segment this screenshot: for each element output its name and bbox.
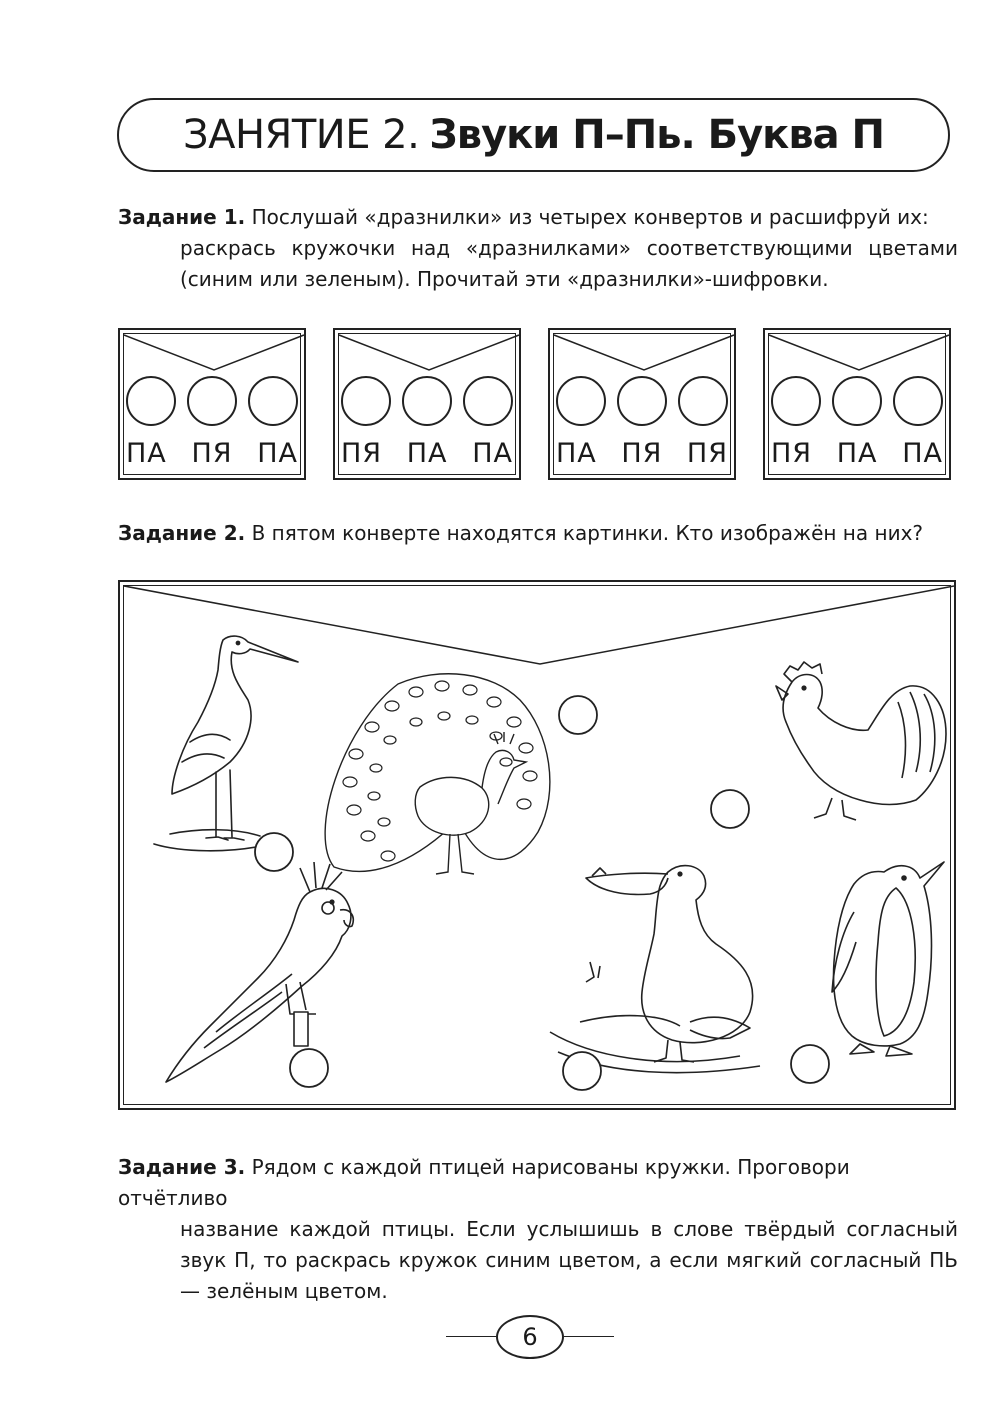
envelope-1 xyxy=(118,328,306,480)
task-2 xyxy=(118,518,958,549)
syllable: ПА xyxy=(472,438,513,469)
syllable: ПА xyxy=(406,438,448,469)
heron-circle xyxy=(255,833,293,871)
penguin-icon xyxy=(832,862,944,1056)
envelope-flap-icon xyxy=(335,330,523,378)
task-2-label: Задание 2. xyxy=(118,521,246,545)
syllable: ПА xyxy=(257,438,298,469)
syllable: ПА xyxy=(902,438,943,469)
syllable: ПА xyxy=(836,438,878,469)
syllable: ПЯ xyxy=(621,438,663,469)
color-circle[interactable] xyxy=(556,376,606,426)
task-1-label: Задание 1. xyxy=(118,205,246,229)
envelope-flap-icon xyxy=(765,330,953,378)
peacock-icon xyxy=(325,674,550,874)
syllable: ПЯ xyxy=(191,438,233,469)
envelope-flap-icon xyxy=(124,586,954,664)
page-number: 6 xyxy=(496,1315,564,1359)
color-circle[interactable] xyxy=(678,376,728,426)
task-3-label: Задание 3. xyxy=(118,1155,246,1179)
envelope-3 xyxy=(548,328,736,480)
syllable: ПЯ xyxy=(686,438,728,469)
syllable: ПЯ xyxy=(771,438,813,469)
heron-icon xyxy=(154,636,298,851)
task-1 xyxy=(118,202,958,295)
color-circle[interactable] xyxy=(832,376,882,426)
task-2-text: В пятом конверте находятся картинки. Кто изображён на них? xyxy=(251,521,924,545)
color-circle[interactable] xyxy=(463,376,513,426)
task-3-line1: Рядом с каждой птицей нарисованы кружки. Проговори отчётливо xyxy=(118,1155,850,1210)
bird-pictures xyxy=(120,582,958,1112)
envelope-2 xyxy=(333,328,521,480)
envelope-flap-icon xyxy=(550,330,738,378)
lesson-number: ЗАНЯТИЕ 2. xyxy=(182,112,420,158)
pelican-icon xyxy=(550,866,760,1073)
parrot-icon xyxy=(166,862,353,1082)
penguin-circle xyxy=(791,1045,829,1083)
envelope-4 xyxy=(763,328,951,480)
page-number-rule-right xyxy=(564,1336,614,1337)
color-circle[interactable] xyxy=(617,376,667,426)
syllable: ПЯ xyxy=(341,438,383,469)
color-circle[interactable] xyxy=(187,376,237,426)
fifth-envelope xyxy=(118,580,956,1110)
task-3 xyxy=(118,1152,958,1307)
color-circle[interactable] xyxy=(402,376,452,426)
task-1-line1: Послушай «дразнилки» из четырех конвертов и расшифруй их: xyxy=(251,205,929,229)
task-1-text: раскрась кружочки над «дразнилками» соответствующими цветами (синим или зеленым). Прочитай эти «дразнилки»-шифровки. xyxy=(180,236,958,291)
color-circle[interactable] xyxy=(341,376,391,426)
color-circle[interactable] xyxy=(893,376,943,426)
peacock-circle xyxy=(559,696,597,734)
color-circle[interactable] xyxy=(248,376,298,426)
color-circle[interactable] xyxy=(771,376,821,426)
color-circle[interactable] xyxy=(126,376,176,426)
syllable: ПА xyxy=(556,438,597,469)
lesson-title xyxy=(117,98,950,172)
parrot-circle xyxy=(290,1049,328,1087)
envelope-flap-icon xyxy=(120,330,308,378)
pelican-circle xyxy=(563,1052,601,1090)
lesson-topic: Звуки П–Пь. Буква П xyxy=(429,112,885,158)
task-3-text: название каждой птицы. Если услышишь в слове твёрдый согласный звук П, то раскрась кружок синим цветом, а если мягкий согласный ПЬ — зелёным цветом. xyxy=(180,1217,958,1303)
rooster-icon xyxy=(776,662,946,820)
page-number-rule-left xyxy=(446,1336,496,1337)
syllable: ПА xyxy=(126,438,167,469)
rooster-circle xyxy=(711,790,749,828)
